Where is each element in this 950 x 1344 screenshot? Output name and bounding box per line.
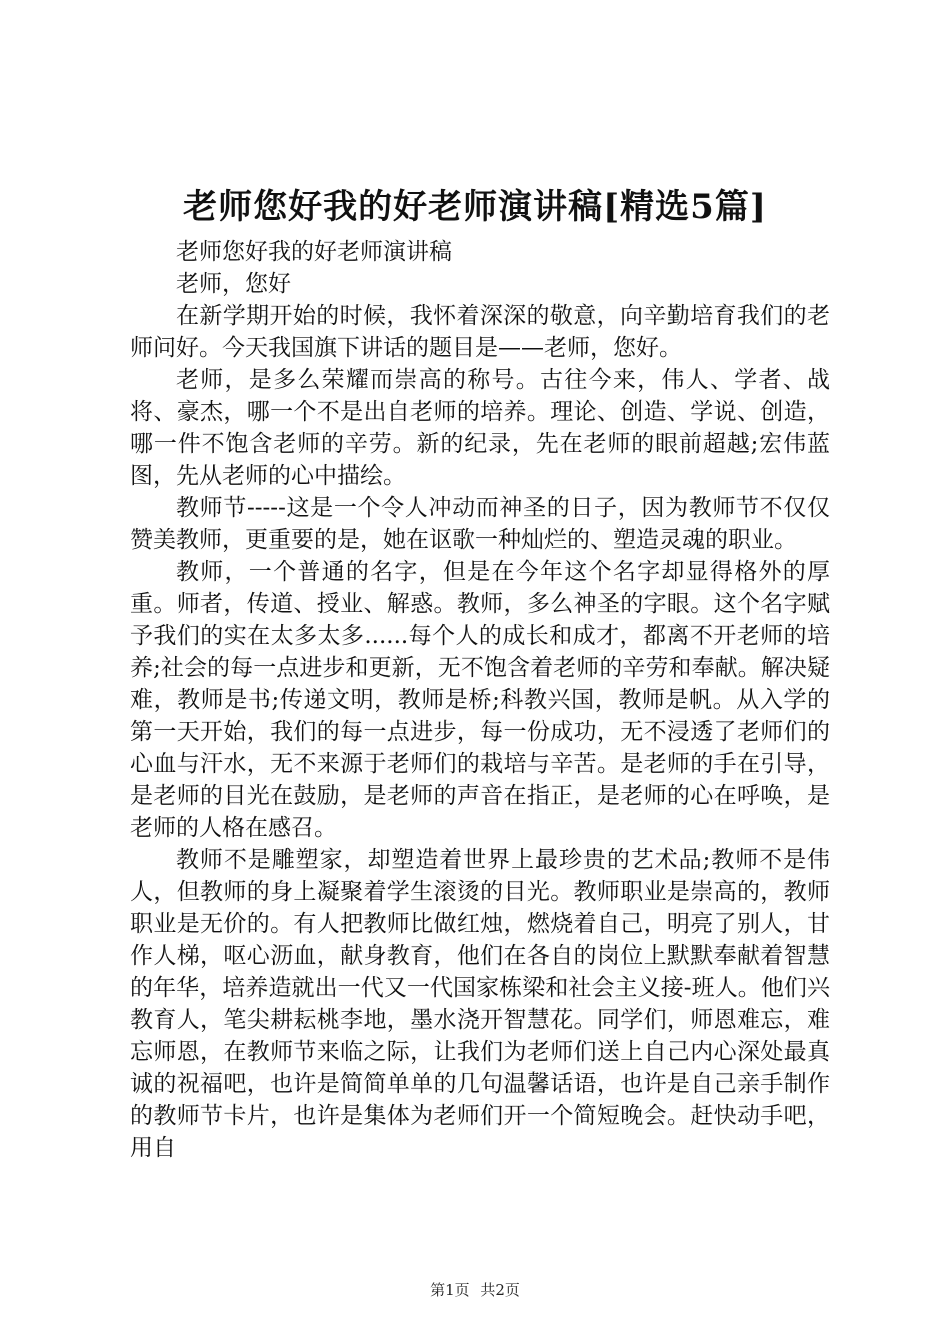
page-number: 第1页: [430, 1281, 470, 1299]
document-body: [130, 236, 830, 1164]
page-total: 共2页: [480, 1281, 520, 1299]
paragraph-greeting: 老师，您好: [176, 271, 291, 297]
paragraph-subtitle: 老师您好我的好老师演讲稿: [176, 239, 452, 265]
page-footer: [0, 1280, 950, 1300]
paragraph: 老师，是多么荣耀而崇高的称号。古往今来，伟人、学者、战将、豪杰，哪一个不是出自老师的培养。理论、创造、学说、创造，哪一件不饱含老师的辛劳。新的纪录，先在老师的眼前超越;宏伟蓝图，先从老师的心中描绘。: [130, 367, 830, 489]
paragraph: 在新学期开始的时候，我怀着深深的敬意，向辛勤培育我们的老师问好。今天我国旗下讲话的题目是——老师，您好。: [130, 303, 830, 361]
paragraph: 教师节-----这是一个令人冲动而神圣的日子，因为教师节不仅仅赞美教师，更重要的是，她在讴歌一种灿烂的、塑造灵魂的职业。: [130, 495, 830, 553]
paragraph: 教师，一个普通的名字，但是在今年这个名字却显得格外的厚重。师者，传道、授业、解惑。教师，多么神圣的字眼。这个名字赋予我们的实在太多太多......每个人的成长和成才，都离不开老师的培养;社会的每一点进步和更新，无不饱含着老师的辛劳和奉献。解决疑难，教师是书;传递文明，教师是桥;科教兴国，教师是帆。从入学的第一天开始，我们的每一点进步，每一份成功，无不浸透了老师们的心血与汗水，无不来源于老师们的栽培与辛苦。是老师的手在引导，是老师的目光在鼓励，是老师的声音在指正，是老师的心在呼唤，是老师的人格在感召。: [130, 559, 830, 841]
paragraph: 教师不是雕塑家，却塑造着世界上最珍贵的艺术品;教师不是伟人，但教师的身上凝聚着学生滚烫的目光。教师职业是崇高的，教师职业是无价的。有人把教师比做红烛，燃烧着自己，明亮了别人，甘作人梯，呕心沥血，献身教育，他们在各自的岗位上默默奉献着智慧的年华，培养造就出一代又一代国家栋梁和社会主义接-班人。他们兴教育人，笔尖耕耘桃李地，墨水浇开智慧花。同学们，师恩难忘，难忘师恩，在教师节来临之际，让我们为老师们送上自己内心深处最真诚的祝福吧，也许是简简单单的几句温馨话语，也许是自己亲手制作的教师节卡片，也许是集体为老师们开一个简短晚会。赶快动手吧，用自: [130, 847, 830, 1161]
document-title: 老师您好我的好老师演讲稿[精选5篇]: [183, 187, 767, 227]
